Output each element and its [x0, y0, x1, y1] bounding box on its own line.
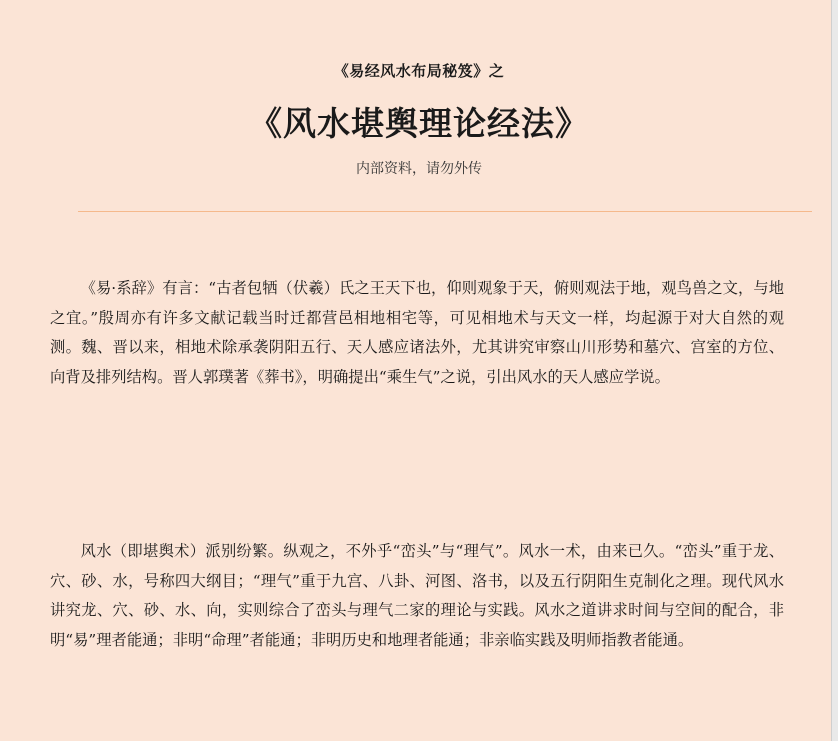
- divider: [78, 211, 812, 212]
- page-title: 《风水堪舆理论经法》: [249, 104, 589, 143]
- paragraph-2: 风水（即堪舆术）派别纷繁。纵观之，不外乎“峦头”与“理气”。风水一术，由来已久。“峦头”重于龙、穴、砂、水，号称四大纲目；“理气”重于九宫、八卦、河图、洛书，以及五行阴阳生克制化之理。现代风水讲究龙、穴、砂、水、向，实则综合了峦头与理气二家的理论与实践。风水之道讲求时间与空间的配合，非明“易”理者能通；非明“命理”者能通；非明历史和地理者能通；非亲临实践及明师指教者能通。: [50, 542, 784, 649]
- series-title: 《易经风水布局秘笈》之: [333, 62, 505, 80]
- subtitle: 内部资料，请勿外传: [356, 161, 482, 177]
- paragraph-1: 《易·系辞》有言：“古者包牺（伏羲）氏之王天下也，仰则观象于天，俯则观法于地，观鸟兽之文，与地之宜。”殷周亦有许多文献记载当时迁都营邑相地相宅等，可见相地术与天文一样，均起源于对大自然的观测。魏、晋以来，相地术除承袭阴阳五行、天人感应诸法外，尤其讲究审察山川形势和墓穴、宫室的方位、向背及排列结构。晋人郭璞著《葬书》，明确提出“乘生气”之说，引出风水的天人感应学说。: [50, 279, 784, 386]
